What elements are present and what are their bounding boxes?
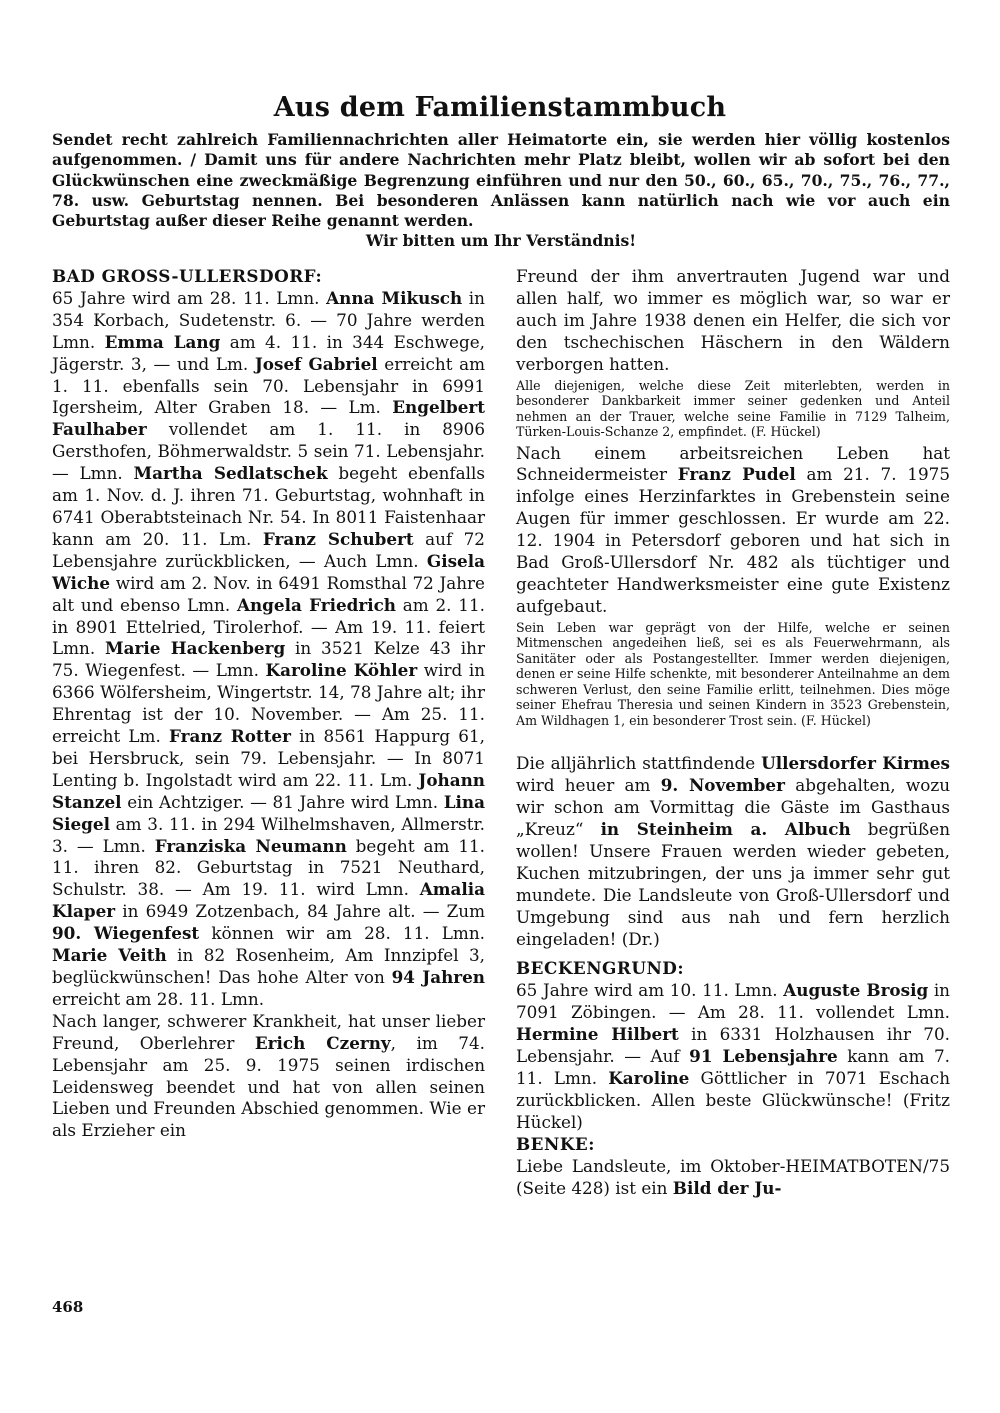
section-heading-beckengrund: BECKENGRUND: <box>516 958 685 979</box>
birthday-announcements: 65 Jahre wird am 28. 11. Lmn. Anna Mikusch in 354 Korbach, Sudetenstr. 6. — 70 Jahre werden Lmn. Emma Lang am 4. 11. in 344 Eschwege, Jägerstr. 3, — und Lm. Josef Gabriel erreicht am 1. 11. ebenfalls sein 70. Lebensjahr in 6991 Igersheim, Alter Graben 18. — Lm. Engelbert Faulhaber vollendet am 1. 11. in 8906 Gersthofen, Böhmerwaldstr. 5 sein 71. Lebensjahr. — Lmn. Martha Sedlatschek begeht ebenfalls am 1. Nov. d. J. ihren 71. Geburtstag, wohnhaft in 6741 Oberabtsteinach Nr. 54. In 8011 Faistenhaar kann am 20. 11. Lm. Franz Schubert auf 72 Lebensjahre zurückblicken, — Auch Lmn. Gisela Wiche wird am 2. Nov. in 6491 Romsthal 72 Jahre alt und ebenso Lmn. Angela Friedrich am 2. 11. in 8901 Ettelried, Tirolerhof. — Am 19. 11. feiert Lmn. Marie Hackenberg in 3521 Kelze 43 ihr 75. Wiegenfest. — Lmn. Karoline Köhler wird in 6366 Wölfersheim, Wingertstr. 14, 78 Jahre alt; ihr Ehrentag ist der 10. November. — Am 25. 11. erreicht Lm. Franz Rotter in 8561 Happurg 61, bei Hersbruck, sein 79. Lebensjahr. — In 8071 Lenting b. Ingolstadt wird am 22. 11. Lm. Johann Stanzel ein Achtziger. — 81 Jahre wird Lmn. Lina Siegel am 3. 11. in 294 Wilhelmshaven, Allmerstr. 3. — Lmn. Franziska Neumann begeht am 11. 11. ihren 82. Geburtstag in 7521 Neuthard, Schulstr. 38. — Am 19. 11. wird Lmn. Amalia Klaper in 6949 Zotzenbach, 84 Jahre alt. — Zum 90. Wiegenfest können wir am 28. 11. Lmn. Marie Veith in 82 Rosenheim, Am Innzipfel 3, beglückwünschen! Das hohe Alter von 94 Jahren erreicht am 28. 11. Lmn. <box>52 287 486 1009</box>
right-column <box>516 266 950 1199</box>
intro-closing: Wir bitten um Ihr Verständnis! <box>365 231 637 251</box>
page-title: Aus dem Familienstammbuch <box>273 92 727 123</box>
intro-notice <box>52 130 950 252</box>
obituary-czerny-note: Alle diejenigen, welche diese Zeit miterlebten, werden in besonderer Dankbarkeit immer seiner gedenken und Anteil nehmen an der Trauer, welche seine Familie in 7129 Talheim, Türken-Louis-Schanze 2, empfindet. (F. Hückel) <box>516 377 950 440</box>
section-heading-bad-gross-ullersdorf: BAD GROSS-ULLERSDORF: <box>52 266 323 286</box>
left-column <box>52 266 485 1142</box>
benke-text: Liebe Landsleute, im Oktober-HEIMATBOTEN/75 (Seite 428) ist ein Bild der Ju- <box>516 1155 950 1198</box>
obituary-pudel: Nach einem arbeitsreichen Leben hat Schneidermeister Franz Pudel am 21. 7. 1975 infolge eines Herzinfarktes in Grebenstein seine Augen für immer geschlossen. Er wurde am 22. 12. 1904 in Petersdorf geboren und hat sich in Bad Groß-Ullersdorf Nr. 482 als tüchtiger und geachteter Handwerksmeister eine gute Existenz aufgebaut. <box>516 442 950 616</box>
spacer <box>516 731 950 753</box>
spacer <box>516 950 950 958</box>
obituary-pudel-note: Sein Leben war geprägt von der Hilfe, welche er seinen Mitmenschen angedeihen ließ, sei es als Feuerwehrmann, als Sanitäter oder als Postangestellter. Immer werden diejenigen, denen er seine Hilfe schenkte, mit besonderer Anteilnahme an dem schweren Verlust, den seine Familie erlitt, teilnehmen. Dies möge seiner Ehefrau Theresia und seinen Kindern in 3523 Grebenstein, Am Wildhagen 1, ein besonderer Trost sein. (F. Hückel) <box>516 619 950 728</box>
page-number: 468 <box>52 1298 84 1316</box>
obituary-czerny-continued: Freund der ihm anvertrauten Jugend war und allen half, wo immer es möglich war, so war er auch im Jahre 1938 denen ein Helfer, die sich vor den tschechischen Häschern in den Wäldern verborgen hatten. <box>516 266 950 374</box>
obituary-czerny: Nach langer, schwerer Krankheit, hat unser lieber Freund, Oberlehrer Erich Czerny, im 74. Lebensjahr am 25. 9. 1975 seinen irdischen Leidensweg beendet und hat von allen seinen Lieben und Freunden Abschied genommen. Wie er als Erzieher ein <box>52 1010 485 1141</box>
intro-text: Sendet recht zahlreich Familiennachrichten aller Heimatorte ein, sie werden hier völlig kostenlos aufgenommen. / Damit uns für andere Nachrichten mehr Platz bleibt, wollen wir ab sofort bei den Glückwünschen eine zweckmäßige Begrenzung einführen und nur den 50., 60., 65., 70., 75., 76., 77., 78. usw. Geburtstag nennen. Bei besonderen Anlässen kann natürlich nach wie vor auch ein Geburtstag außer dieser Reihe genannt werden. <box>52 130 950 231</box>
beckengrund-announcements: 65 Jahre wird am 10. 11. Lmn. Auguste Brosig in 7091 Zöbingen. — Am 28. 11. vollendet Lmn. Hermine Hilbert in 6331 Holzhausen ihr 70. Lebensjahr. — Auf 91 Lebensjahre kann am 7. 11. Lmn. Karoline Göttlicher in 7071 Eschach zurückblicken. Allen beste Glückwünsche! (Fritz Hückel) <box>516 980 950 1132</box>
section-heading-benke: BENKE: <box>516 1133 595 1154</box>
kirmes-announcement: Die alljährlich stattfindende Ullersdorfer Kirmes wird heuer am 9. November abgehalten, wozu wir schon am Vormittag die Gäste im Gasthaus „Kreuz“ in Steinheim a. Albuch begrüßen wollen! Unsere Frauen werden wieder gebeten, Kuchen mitzubringen, der uns ja immer sehr gut mundete. Die Landsleute von Groß-Ullersdorf und Umgebung sind aus nah und fern herzlich eingeladen! (Dr.) <box>516 753 951 949</box>
